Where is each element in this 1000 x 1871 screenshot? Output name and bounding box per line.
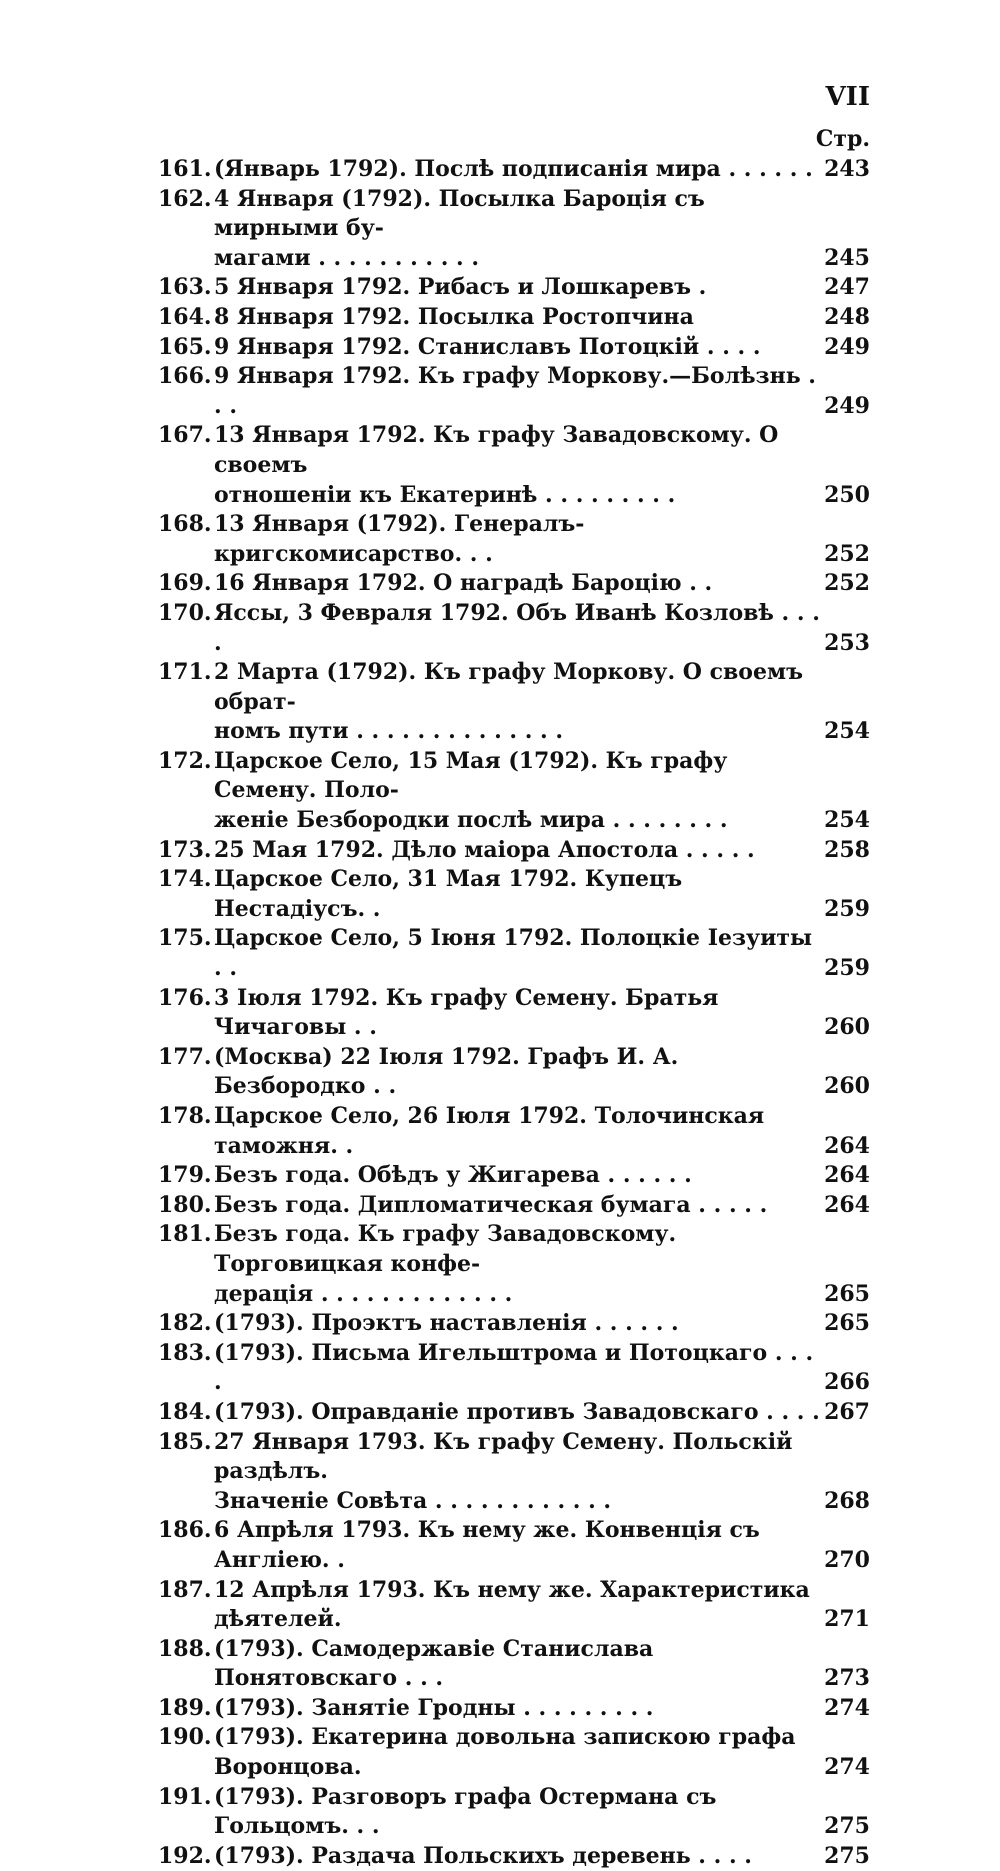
entry-title [214, 865, 822, 924]
entry-title [214, 1043, 822, 1102]
entry-title-line: дерація . . . . . . . . . . . . . [214, 1280, 513, 1307]
entry-page-number: 248 [824, 303, 870, 330]
entry-title-line: Безъ года. Дипломатическая бумага . . . . . [214, 1191, 768, 1218]
entry-number: 172. [158, 747, 212, 774]
toc-entry [158, 658, 870, 747]
entry-title-line: отношеніи къ Екатеринѣ . . . . . . . . . [214, 481, 676, 508]
entry-page-number: 265 [824, 1280, 870, 1307]
entry-title [214, 658, 822, 747]
entry-number: 192. [158, 1842, 212, 1869]
entry-title [214, 1576, 822, 1635]
toc-entry [158, 1635, 870, 1694]
entry-title [214, 1102, 822, 1161]
entry-title-line: Царское Село, 26 Іюля 1792. Толочинская таможня. . [214, 1103, 765, 1159]
toc-entry [158, 1102, 870, 1161]
entry-title [214, 1694, 822, 1724]
entry-number: 176. [158, 984, 212, 1011]
entry-page-number: 274 [824, 1694, 870, 1721]
entry-page-number: 249 [824, 392, 870, 419]
entry-page-number: 247 [824, 274, 870, 301]
entry-page-number: 243 [824, 156, 870, 182]
entry-title [214, 1161, 822, 1191]
entry-title [214, 1516, 822, 1575]
entry-number: 170. [158, 599, 212, 626]
entry-title [214, 1309, 822, 1339]
entry-title-line: (Москва) 22 Іюля 1792. Графъ И. А. Безбородко . . [214, 1043, 679, 1100]
entry-number: 185. [158, 1428, 212, 1455]
entry-page-number: 273 [824, 1665, 870, 1692]
entry-title-line: 27 Января 1793. Къ графу Семену. Польскій раздѣлъ. [214, 1428, 793, 1485]
toc-entry [158, 569, 870, 599]
entry-page-number: 252 [824, 570, 870, 597]
entry-page-number: 268 [824, 1487, 870, 1514]
entry-page-number: 270 [824, 1546, 870, 1573]
entry-page-number: 271 [824, 1606, 870, 1633]
entry-number: 174. [158, 866, 212, 893]
entry-page-number: 260 [824, 1073, 870, 1100]
entry-number: 175. [158, 925, 212, 952]
entry-page-number: 245 [824, 244, 870, 271]
entry-title-line: номъ пути . . . . . . . . . . . . . . [214, 718, 564, 745]
toc-entry [158, 155, 870, 185]
entry-page-number: 274 [824, 1754, 870, 1781]
entry-title-line: (1793). Раздача Польскихъ деревень . . . . [214, 1842, 752, 1869]
entry-title-line: 9 Января 1792. Къ графу Моркову.—Болѣзнь . . . [214, 363, 816, 419]
toc-entry [158, 836, 870, 866]
entry-title [214, 984, 822, 1043]
entry-number: 169. [158, 570, 212, 597]
entry-page-number: 275 [824, 1813, 870, 1840]
toc-entry [158, 984, 870, 1043]
entry-title [214, 333, 822, 363]
entry-number: 164. [158, 303, 212, 330]
toc-entry [158, 1723, 870, 1782]
entry-page-number: 264 [824, 1162, 870, 1189]
entry-title [214, 836, 822, 866]
toc-entry [158, 1842, 870, 1871]
entry-title-line: (1793). Проэктъ наставленія . . . . . . [214, 1310, 679, 1337]
entry-title-line: (1793). Занятіе Гродны . . . . . . . . . [214, 1694, 654, 1721]
entry-number: 188. [158, 1635, 212, 1662]
entry-title-line: 9 Января 1792. Станиславъ Потоцкій . . . . [214, 333, 761, 360]
entry-title-line: Значеніе Совѣта . . . . . . . . . . . . [214, 1487, 612, 1514]
entry-title [214, 155, 822, 185]
entry-title-line: 6 Апрѣля 1793. Къ нему же. Конвенція съ Англіею. . [214, 1517, 760, 1573]
toc-entry [158, 1161, 870, 1191]
toc-entry [158, 273, 870, 303]
entry-title [214, 1842, 822, 1871]
toc-entry [158, 599, 870, 658]
entry-title [214, 924, 822, 983]
entry-title-line: 4 Января (1792). Посылка Бароція съ мирными бу- [214, 185, 705, 242]
entry-title [214, 1428, 822, 1517]
entry-page-number: 259 [824, 895, 870, 922]
entry-page-number: 249 [824, 333, 870, 360]
entry-page-number: 250 [824, 481, 870, 508]
entry-number: 190. [158, 1724, 212, 1751]
toc-entry [158, 1783, 870, 1842]
entry-title [214, 303, 822, 333]
entry-title [214, 1783, 822, 1842]
entry-number: 191. [158, 1783, 212, 1810]
entry-title-line: (Январь 1792). Послѣ подписанія мира . . . . . . [214, 156, 813, 182]
entry-title-line: 13 Января (1792). Генералъ-кригскомисарство. . . [214, 511, 585, 567]
entry-page-number: 258 [824, 836, 870, 863]
entry-number: 181. [158, 1221, 212, 1248]
entry-title [214, 185, 822, 274]
entry-page-number: 253 [824, 629, 870, 656]
entry-title [214, 569, 822, 599]
entry-title [214, 273, 822, 303]
entry-number: 189. [158, 1694, 212, 1721]
entry-page-number: 275 [824, 1842, 870, 1869]
page-number: VII [825, 82, 870, 112]
entry-title [214, 599, 822, 658]
entry-title-line: (1793). Письма Игельштрома и Потоцкаго . . . . [214, 1339, 814, 1396]
entry-number: 178. [158, 1103, 212, 1129]
entry-title-line: (1793). Екатерина довольна запискою графа Воронцова. [214, 1724, 796, 1781]
entry-page-number: 267 [824, 1398, 870, 1425]
entry-number: 187. [158, 1576, 212, 1603]
toc-entry [158, 1576, 870, 1635]
entry-title [214, 510, 822, 569]
toc-entry [158, 1398, 870, 1428]
entry-number: 168. [158, 511, 212, 538]
toc-entry [158, 333, 870, 363]
entry-page-number: 264 [824, 1191, 870, 1218]
entry-title-line: Царское Село, 15 Мая (1792). Къ графу Семену. Поло- [214, 747, 728, 804]
entry-number: 180. [158, 1191, 212, 1218]
entry-title-line: Яссы, 3 Февраля 1792. Объ Иванѣ Козловѣ . . . . [214, 599, 820, 656]
page-column-header: Стр. [815, 126, 870, 152]
entry-number: 167. [158, 422, 212, 449]
entry-title [214, 1723, 822, 1782]
entry-page-number: 265 [824, 1310, 870, 1337]
entry-title-line: (1793). Самодержавіе Станислава Понятовскаго . . . [214, 1635, 654, 1692]
entry-number: 162. [158, 185, 212, 212]
entry-number: 166. [158, 363, 212, 390]
entry-title-line: Безъ года. Къ графу Завадовскому. Торговицкая конфе- [214, 1221, 677, 1277]
entry-number: 182. [158, 1310, 212, 1337]
toc-entry [158, 510, 870, 569]
entry-title-line: 5 Января 1792. Рибасъ и Лошкаревъ . [214, 274, 707, 301]
entry-title [214, 362, 822, 421]
toc-entry [158, 1339, 870, 1398]
entry-title-line: Царское Село, 31 Мая 1792. Купецъ Нестадіусъ. . [214, 866, 683, 922]
entry-title-line: (1793). Оправданіе противъ Завадовскаго . . . . [214, 1398, 820, 1425]
entry-page-number: 259 [824, 955, 870, 982]
toc-entry [158, 185, 870, 274]
entry-number: 161. [158, 156, 212, 182]
entry-number: 177. [158, 1043, 212, 1070]
entry-title-line: 16 Января 1792. О наградѣ Бароцію . . [214, 570, 713, 597]
entry-title-line: 3 Іюля 1792. Къ графу Семену. Братья Чичаговы . . [214, 984, 719, 1041]
entry-number: 165. [158, 333, 212, 360]
entry-title [214, 1398, 822, 1428]
entry-title-line: 12 Апрѣля 1793. Къ нему же. Характеристика дѣятелей. [214, 1576, 810, 1633]
table-of-contents [158, 155, 870, 1871]
entry-page-number: 264 [824, 1132, 870, 1159]
entry-number: 184. [158, 1398, 212, 1425]
toc-entry [158, 1694, 870, 1724]
toc-entry [158, 1043, 870, 1102]
entry-title-line: 13 Января 1792. Къ графу Завадовскому. О своемъ [214, 422, 779, 478]
entry-title-line: 25 Мая 1792. Дѣло маіора Апостола . . . . . [214, 836, 755, 863]
entry-number: 179. [158, 1162, 212, 1189]
toc-entry [158, 362, 870, 421]
entry-title-line: Безъ года. Обѣдъ у Жигарева . . . . . . [214, 1162, 692, 1189]
entry-title [214, 421, 822, 510]
entry-title-line: (1793). Разговоръ графа Остермана съ Гольцомъ. . . [214, 1783, 717, 1840]
toc-entry [158, 1220, 870, 1309]
toc-entry [158, 924, 870, 983]
toc-entry [158, 1309, 870, 1339]
toc-entry [158, 421, 870, 510]
entry-title [214, 1339, 822, 1398]
entry-page-number: 254 [824, 807, 870, 834]
entry-number: 183. [158, 1339, 212, 1366]
entry-number: 186. [158, 1517, 212, 1544]
entry-number: 173. [158, 836, 212, 863]
entry-title [214, 1191, 822, 1221]
entry-number: 163. [158, 274, 212, 301]
entry-page-number: 266 [824, 1369, 870, 1396]
entry-title-line: 8 Января 1792. Посылка Ростопчина [214, 303, 694, 330]
entry-title-line: магами . . . . . . . . . . . [214, 244, 480, 271]
toc-entry [158, 1191, 870, 1221]
toc-entry [158, 747, 870, 836]
entry-title-line: женіе Безбородки послѣ мира . . . . . . . . [214, 807, 728, 834]
entry-title-line: 2 Марта (1792). Къ графу Моркову. О своемъ обрат- [214, 659, 803, 715]
entry-page-number: 254 [824, 718, 870, 745]
toc-entry [158, 1516, 870, 1575]
entry-title [214, 1635, 822, 1694]
entry-title-line: Царское Село, 5 Іюня 1792. Полоцкіе Іезуиты . . [214, 925, 813, 982]
entry-title [214, 747, 822, 836]
toc-entry [158, 303, 870, 333]
toc-entry [158, 865, 870, 924]
entry-number: 171. [158, 659, 212, 686]
entry-page-number: 260 [824, 1014, 870, 1041]
entry-page-number: 252 [824, 540, 870, 567]
entry-title [214, 1220, 822, 1309]
toc-entry [158, 1428, 870, 1517]
